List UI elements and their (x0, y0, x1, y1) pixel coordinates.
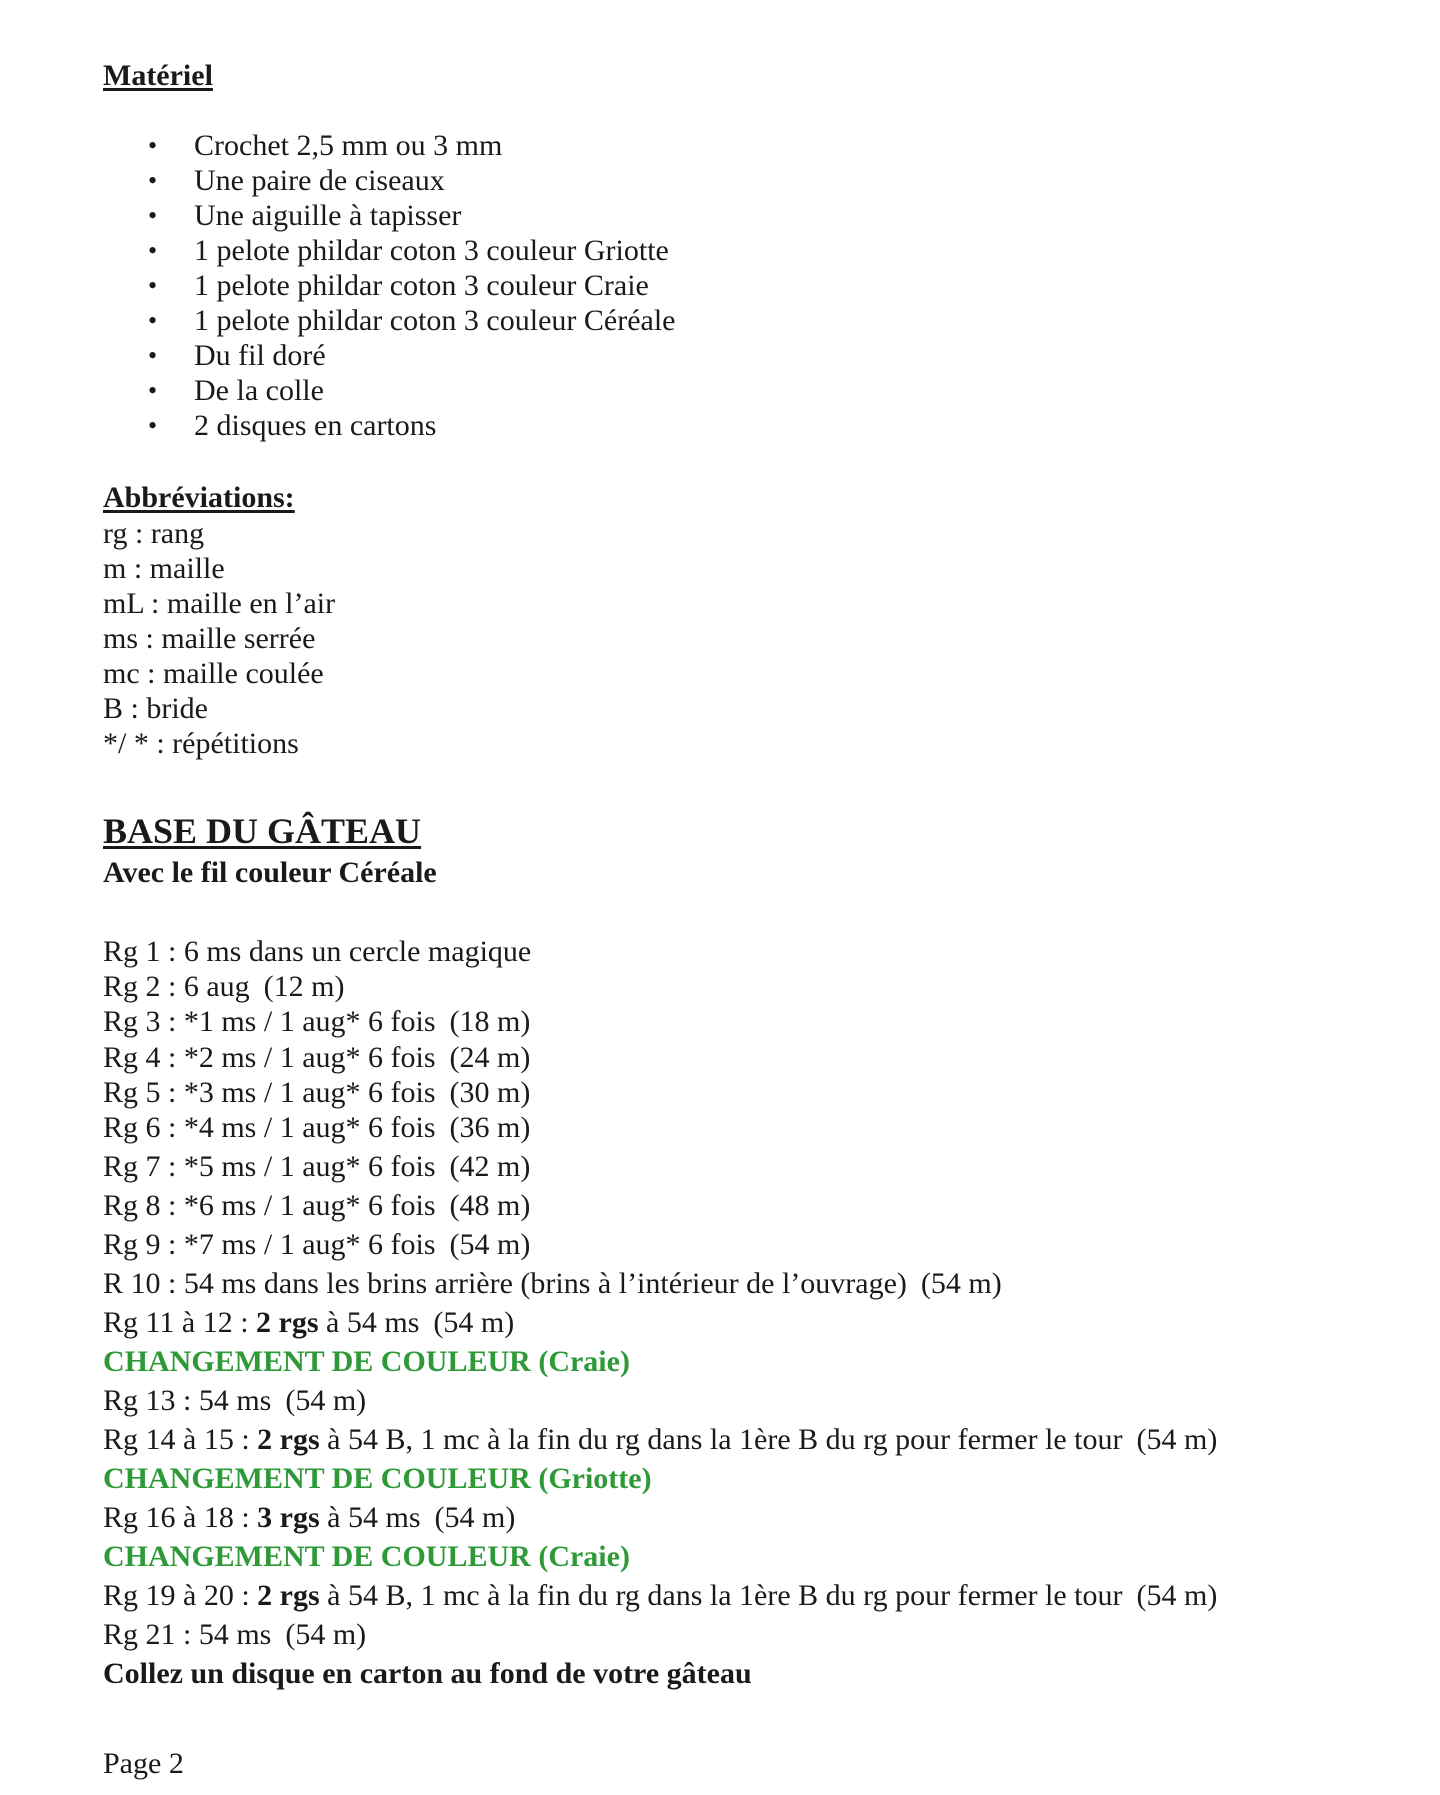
stitch-count: (30 m) (449, 1075, 531, 1109)
stitch-count: (54 m) (433, 1305, 515, 1339)
bullet-icon: • (148, 166, 158, 195)
bullet-icon: • (148, 306, 158, 335)
color-change-note: CHANGEMENT DE COULEUR (Craie) (103, 1539, 630, 1573)
pattern-row: Rg 8 : *6 ms / 1 aug* 6 fois (48 m) (103, 1188, 531, 1222)
stitch-count: (54 m) (285, 1383, 367, 1417)
list-item: • Crochet 2,5 mm ou 3 mm (148, 129, 503, 162)
pattern-row: Rg 14 à 15 : 2 rgs à 54 B, 1 mc à la fin du rg dans la 1ère B du rg pour fermer le tour (54 m) (103, 1422, 1218, 1456)
final-note: Collez un disque en carton au fond de votre gâteau (103, 1656, 752, 1690)
stitch-count: (54 m) (285, 1617, 367, 1651)
bullet-icon: • (148, 236, 158, 265)
pattern-row: Rg 5 : *3 ms / 1 aug* 6 fois (30 m) (103, 1075, 531, 1109)
list-item: • 1 pelote phildar coton 3 couleur Griotte (148, 234, 669, 267)
pattern-row: Rg 2 : 6 aug (12 m) (103, 970, 345, 1004)
pattern-row: Rg 13 : 54 ms (54 m) (103, 1383, 367, 1417)
pattern-row: Rg 9 : *7 ms / 1 aug* 6 fois (54 m) (103, 1227, 531, 1261)
bullet-icon: • (148, 201, 158, 230)
bullet-icon: • (148, 341, 158, 370)
list-item: • Une aiguille à tapisser (148, 199, 462, 232)
stitch-count: (54 m) (1136, 1578, 1218, 1612)
bullet-icon: • (148, 376, 158, 405)
pattern-row: Rg 6 : *4 ms / 1 aug* 6 fois (36 m) (103, 1110, 531, 1144)
pattern-row: Rg 16 à 18 : 3 rgs à 54 ms (54 m) (103, 1500, 516, 1534)
list-item: • Du fil doré (148, 339, 326, 372)
pattern-row: R 10 : 54 ms dans les brins arrière (brins à l’intérieur de l’ouvrage) (54 m) (103, 1266, 1002, 1300)
stitch-count: (36 m) (449, 1110, 531, 1144)
stitch-count: (18 m) (449, 1005, 531, 1039)
pattern-row: Rg 21 : 54 ms (54 m) (103, 1617, 367, 1651)
materials-list (103, 128, 675, 443)
abbreviations-heading: Abbréviations: (103, 481, 295, 514)
list-item: • 2 disques en cartons (148, 409, 437, 442)
list-item: • Une paire de ciseaux (148, 164, 445, 197)
pattern-row: Rg 3 : *1 ms / 1 aug* 6 fois (18 m) (103, 1005, 531, 1039)
pattern-rows (103, 934, 1217, 1695)
document-page (103, 0, 1403, 1795)
list-item: • 1 pelote phildar coton 3 couleur Craie (148, 269, 649, 302)
pattern-row: Rg 7 : *5 ms / 1 aug* 6 fois (42 m) (103, 1149, 531, 1183)
materiel-heading: Matériel (103, 59, 213, 92)
bullet-icon: • (148, 271, 158, 300)
pattern-row: Rg 1 : 6 ms dans un cercle magique (103, 935, 532, 968)
base-subtitle: Avec le fil couleur Céréale (103, 856, 437, 889)
bullet-icon: • (148, 411, 158, 440)
bullet-icon: • (148, 131, 158, 160)
color-change-note: CHANGEMENT DE COULEUR (Griotte) (103, 1461, 652, 1495)
stitch-count: (24 m) (449, 1040, 531, 1074)
stitch-count: (12 m) (263, 970, 345, 1004)
stitch-count: (54 m) (920, 1266, 1002, 1300)
pattern-row: Rg 19 à 20 : 2 rgs à 54 B, 1 mc à la fin du rg dans la 1ère B du rg pour fermer le tour (54 m) (103, 1578, 1218, 1612)
abbreviations-list (103, 516, 335, 761)
list-item: • De la colle (148, 374, 324, 407)
stitch-count: (42 m) (449, 1149, 531, 1183)
stitch-count: (54 m) (434, 1500, 516, 1534)
pattern-row: Rg 11 à 12 : 2 rgs à 54 ms (54 m) (103, 1305, 515, 1339)
abbreviation-item: rg : rang (103, 517, 205, 550)
pattern-row: Rg 4 : *2 ms / 1 aug* 6 fois (24 m) (103, 1040, 531, 1074)
stitch-count: (54 m) (1136, 1422, 1218, 1456)
stitch-count: (48 m) (449, 1188, 531, 1222)
stitch-count: (54 m) (449, 1227, 531, 1261)
page-number: Page 2 (103, 1747, 184, 1780)
abbreviation-item: ms : maille serrée (103, 622, 316, 655)
list-item: • 1 pelote phildar coton 3 couleur Céréale (148, 304, 676, 337)
abbreviation-item: */ * : répétitions (103, 727, 299, 760)
base-heading: BASE DU GÂTEAU (103, 811, 422, 851)
abbreviation-item: mc : maille coulée (103, 657, 324, 690)
abbreviation-item: m : maille (103, 552, 225, 585)
color-change-note: CHANGEMENT DE COULEUR (Craie) (103, 1344, 630, 1378)
abbreviation-item: mL : maille en l’air (103, 587, 336, 620)
abbreviation-item: B : bride (103, 692, 208, 725)
